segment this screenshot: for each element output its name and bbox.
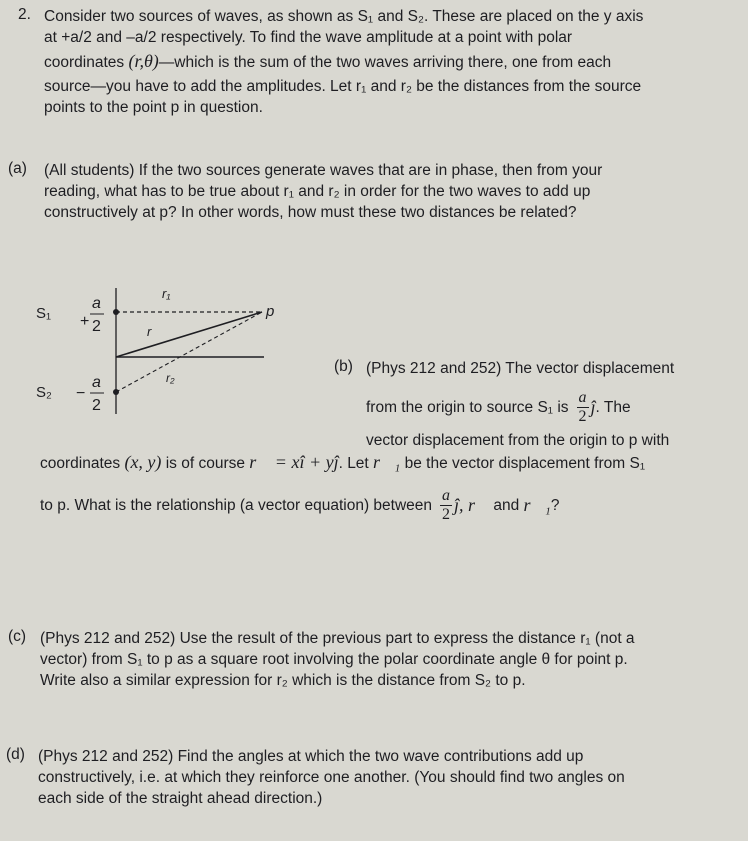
part-b-line-2-end: . The bbox=[595, 399, 631, 416]
part-a-text bbox=[44, 160, 734, 223]
r1-vector: r⃗₁ bbox=[373, 452, 401, 472]
part-b-line-2-text: from the origin to source S₁ is bbox=[366, 399, 569, 416]
r-line bbox=[116, 312, 262, 357]
intro-line-4: source—you have to add the amplitudes. Let r₁ and r₂ be the distances from the source bbox=[44, 78, 642, 95]
intro-line-3-start: coordinates bbox=[44, 54, 129, 71]
label-r1: r₁ bbox=[162, 286, 171, 301]
plus-sign: + bbox=[80, 313, 90, 330]
part-b-line-4 bbox=[40, 452, 645, 474]
s1-frac-2: 2 bbox=[92, 318, 101, 335]
part-b-line-5 bbox=[40, 488, 559, 523]
part-c-label: (c) bbox=[8, 628, 27, 645]
intro-line-3 bbox=[44, 51, 724, 73]
relationship-j-hat: ĵ bbox=[454, 495, 460, 515]
part-b-line-5-and: and bbox=[489, 497, 524, 514]
s2-frac-a: a bbox=[92, 374, 101, 391]
part-a-line-2: reading, what has to be true about r₁ and r₂ in order for the two waves to add up bbox=[44, 183, 591, 200]
part-a-label: (a) bbox=[8, 160, 27, 177]
part-b-line-4-mid: is of course bbox=[161, 455, 250, 472]
r-vector-equation: r⃗ = xî + yĵ bbox=[249, 452, 339, 472]
part-d-text bbox=[38, 746, 738, 809]
source-diagram bbox=[0, 270, 330, 430]
label-s2: S₂ bbox=[36, 384, 52, 401]
relationship-fraction bbox=[440, 488, 452, 523]
s1-position-frac-bottom: 2 bbox=[578, 408, 587, 425]
relationship-r-vector: , r⃗ bbox=[459, 495, 490, 515]
part-a-line-3: constructively at p? In other words, how must these two distances be related? bbox=[44, 204, 577, 221]
s2-frac-2: 2 bbox=[92, 397, 101, 414]
relationship-frac-top: a bbox=[442, 487, 451, 504]
intro-line-2: at +a/2 and –a/2 respectively. To find the wave amplitude at a point with polar bbox=[44, 29, 573, 46]
s1-frac-a: a bbox=[92, 295, 101, 312]
part-b-line-2 bbox=[366, 390, 631, 425]
intro-line-5: points to the point p in question. bbox=[44, 99, 263, 116]
intro-line-3-end: —which is the sum of the two waves arriving there, one from each bbox=[158, 54, 612, 71]
problem-intro bbox=[44, 6, 724, 118]
label-r2: r₂ bbox=[166, 371, 175, 385]
part-b-line-4-start: coordinates bbox=[40, 455, 125, 472]
part-a-line-1: (All students) If the two sources generate waves that are in phase, then from your bbox=[44, 162, 603, 179]
part-c-line-2: vector) from S₁ to p as a square root involving the polar coordinate angle θ for point p. bbox=[40, 651, 628, 668]
s1-position-frac-top: a bbox=[578, 389, 587, 406]
part-b-line-4-let: . Let bbox=[338, 455, 374, 472]
j-hat: ĵ bbox=[590, 397, 596, 417]
label-s1: S₁ bbox=[36, 305, 52, 322]
relationship-frac-bottom: 2 bbox=[442, 506, 451, 523]
s1-position-fraction bbox=[577, 390, 589, 425]
r2-dashed-line bbox=[116, 312, 262, 392]
label-p: p bbox=[266, 303, 275, 320]
part-d-line-1: (Phys 212 and 252) Find the angles at which the two wave contributions add up bbox=[38, 748, 584, 765]
part-b-label: (b) bbox=[334, 358, 353, 375]
part-b-line-5-end: ? bbox=[550, 497, 560, 514]
part-d-line-3: each side of the straight ahead direction.) bbox=[38, 790, 323, 807]
part-d-line-2: constructively, i.e. at which they reinforce one another. (You should find two angles on bbox=[38, 769, 625, 786]
label-r: r bbox=[147, 324, 152, 339]
intro-line-1: Consider two sources of waves, as shown as S₁ and S₂. These are placed on the y axis bbox=[44, 8, 644, 25]
minus-sign: − bbox=[76, 385, 86, 402]
part-b-line-1: (Phys 212 and 252) The vector displacement bbox=[366, 360, 675, 377]
part-c-line-1: (Phys 212 and 252) Use the result of the previous part to express the distance r₁ (not a bbox=[40, 630, 635, 647]
part-b-line-5-start: to p. What is the relationship (a vector equation) between bbox=[40, 497, 433, 514]
part-c-line-3: Write also a similar expression for r₂ which is the distance from S₂ to p. bbox=[40, 672, 526, 689]
part-c-text bbox=[40, 628, 740, 691]
part-b-line-4-end: be the vector displacement from S₁ bbox=[400, 455, 646, 472]
part-d-label: (d) bbox=[6, 746, 25, 763]
polar-coordinates: (r,θ) bbox=[128, 51, 159, 71]
part-b-line-3: vector displacement from the origin to p with bbox=[366, 432, 670, 449]
xy-coordinates: (x, y) bbox=[124, 452, 162, 472]
problem-number: 2. bbox=[18, 6, 31, 23]
relationship-r1-vector: r⃗₁ bbox=[523, 495, 551, 515]
